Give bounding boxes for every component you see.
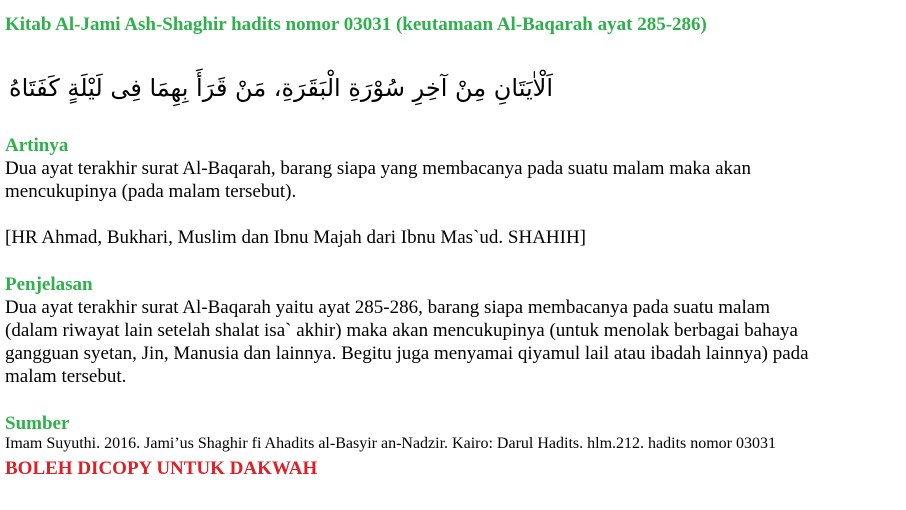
copy-permission-notice: BOLEH DICOPY UNTUK DAKWAH [5, 458, 318, 479]
artinya-paragraph [5, 157, 751, 203]
penjelasan-line: malam tersebut. [5, 366, 127, 387]
sumber-citation: Imam Suyuthi. 2016. Jami’us Shaghir fi Ahadits al-Basyir an-Nadzir. Kairo: Darul Hadits. hlm.212. hadits nomor 03031 [5, 435, 777, 452]
penjelasan-line: (dalam riwayat lain setelah shalat isa` akhir) maka akan mencukupinya (untuk menolak berbagai bahaya [5, 320, 798, 341]
penjelasan-line: gangguan syetan, Jin, Manusia dan lainnya. Begitu juga menyamai qiyamul lail atau ibadah lainnya) pada [5, 343, 809, 364]
penjelasan-paragraph [5, 296, 809, 388]
hadith-narration: [HR Ahmad, Bukhari, Muslim dan Ibnu Majah dari Ibnu Mas`ud. SHAHIH] [5, 227, 587, 248]
artinya-heading: Artinya [5, 135, 69, 156]
sumber-heading: Sumber [5, 413, 70, 434]
arabic-hadith-text: اَلْاٰيَتَانِ مِنْ آخِرِ سُوْرَةِ الْبَقَرَةِ، مَنْ قَرَأَ بِهِمَا فِى لَيْلَةٍ كَفَتَاهُ [9, 74, 553, 102]
artinya-line: Dua ayat terakhir surat Al-Baqarah, barang siapa yang membacanya pada suatu malam maka akan [5, 158, 751, 179]
penjelasan-heading: Penjelasan [5, 274, 93, 295]
document-title: Kitab Al-Jami Ash-Shaghir hadits nomor 03031 (keutamaan Al-Baqarah ayat 285-286) [5, 14, 707, 35]
penjelasan-line: Dua ayat terakhir surat Al-Baqarah yaitu ayat 285-286, barang siapa membacanya pada suatu malam [5, 297, 770, 318]
artinya-line: mencukupinya (pada malam tersebut). [5, 181, 297, 202]
